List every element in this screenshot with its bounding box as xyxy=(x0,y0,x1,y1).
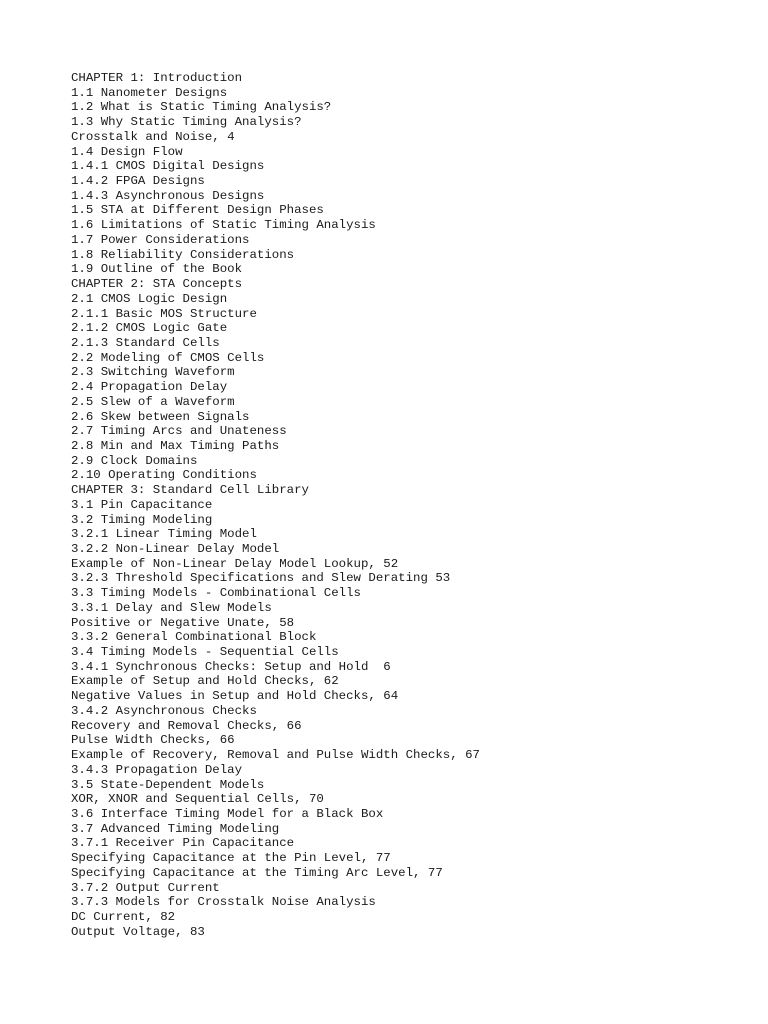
toc-line: Pulse Width Checks, 66 xyxy=(71,733,235,748)
toc-line: 3.1 Pin Capacitance xyxy=(71,497,213,512)
toc-line: 2.4 Propagation Delay xyxy=(71,380,228,395)
toc-line: 3.7 Advanced Timing Modeling xyxy=(71,821,280,836)
toc-line: 3.5 State-Dependent Models xyxy=(71,777,265,792)
toc-line: Specifying Capacitance at the Timing Arc Level, 77 xyxy=(71,865,443,880)
toc-line: 1.1 Nanometer Designs xyxy=(71,85,228,100)
toc-line: 3.2.1 Linear Timing Model xyxy=(71,527,257,542)
toc-line: 3.7.2 Output Current xyxy=(71,880,220,895)
toc-line: 2.8 Min and Max Timing Paths xyxy=(71,438,280,453)
toc-line: 3.2 Timing Modeling xyxy=(71,512,213,527)
toc-line: 3.6 Interface Timing Model for a Black Box xyxy=(71,806,384,821)
toc-line: 1.8 Reliability Considerations xyxy=(71,247,295,262)
toc-line: Recovery and Removal Checks, 66 xyxy=(71,718,302,733)
toc-line: 3.7.1 Receiver Pin Capacitance xyxy=(71,836,295,851)
toc-line: Specifying Capacitance at the Pin Level, 77 xyxy=(71,851,391,866)
toc-line: Crosstalk and Noise, 4 xyxy=(71,129,235,144)
toc-line: 2.2 Modeling of CMOS Cells xyxy=(71,350,265,365)
toc-line: 3.3.1 Delay and Slew Models xyxy=(71,600,272,615)
toc-line: Example of Setup and Hold Checks, 62 xyxy=(71,674,339,689)
toc-line: 2.7 Timing Arcs and Unateness xyxy=(71,424,287,439)
toc-line: 2.1.3 Standard Cells xyxy=(71,335,220,350)
toc-line: 1.5 STA at Different Design Phases xyxy=(71,203,324,218)
toc-line: CHAPTER 3: Standard Cell Library xyxy=(71,483,309,498)
toc-line: 3.2.2 Non-Linear Delay Model xyxy=(71,542,280,556)
toc-line: Positive or Negative Unate, 58 xyxy=(71,615,295,630)
table-of-contents xyxy=(71,71,751,939)
toc-line: Output Voltage, 83 xyxy=(71,924,205,939)
toc-line: 3.3.2 General Combinational Block xyxy=(71,630,317,645)
toc-line: 1.4.3 Asynchronous Designs xyxy=(71,188,265,203)
toc-line: 1.9 Outline of the Book xyxy=(71,262,243,277)
toc-line: 3.3 Timing Models - Combinational Cells xyxy=(71,586,361,601)
toc-line: Negative Values in Setup and Hold Checks, 64 xyxy=(71,689,399,704)
toc-line: 3.4.2 Asynchronous Checks xyxy=(71,703,257,718)
toc-line: 1.7 Power Considerations xyxy=(71,232,250,247)
toc-line: 1.6 Limitations of Static Timing Analysis xyxy=(71,218,376,233)
toc-line: 3.7.3 Models for Crosstalk Noise Analysis xyxy=(71,895,376,910)
toc-line: 3.4.3 Propagation Delay xyxy=(71,762,243,777)
toc-line: 2.1 CMOS Logic Design xyxy=(71,291,228,306)
toc-line: 2.1.2 CMOS Logic Gate xyxy=(71,321,228,336)
toc-line: XOR, XNOR and Sequential Cells, 70 xyxy=(71,792,324,807)
toc-line: 1.3 Why Static Timing Analysis? xyxy=(71,115,302,130)
toc-line: CHAPTER 2: STA Concepts xyxy=(71,277,243,292)
toc-line: 1.4.1 CMOS Digital Designs xyxy=(71,159,265,174)
toc-line: DC Current, 82 xyxy=(71,909,176,924)
toc-line: 2.9 Clock Domains xyxy=(71,453,198,468)
toc-line: Example of Recovery, Removal and Pulse Width Checks, 67 xyxy=(71,748,480,763)
toc-line: 2.1.1 Basic MOS Structure xyxy=(71,306,257,321)
toc-line: 1.4 Design Flow xyxy=(71,144,183,159)
toc-line: Example of Non-Linear Delay Model Lookup, 52 xyxy=(71,556,399,571)
toc-line: 2.3 Switching Waveform xyxy=(71,365,235,380)
toc-line: 1.2 What is Static Timing Analysis? xyxy=(71,100,332,115)
toc-line: 3.2.3 Threshold Specifications and Slew Derating 53 xyxy=(71,571,451,586)
toc-line: CHAPTER 1: Introduction xyxy=(71,71,243,85)
toc-line: 2.6 Skew between Signals xyxy=(71,409,250,424)
toc-line: 3.4.1 Synchronous Checks: Setup and Hold 6 xyxy=(71,659,391,674)
toc-line: 1.4.2 FPGA Designs xyxy=(71,174,205,189)
toc-line: 2.5 Slew of a Waveform xyxy=(71,394,235,409)
toc-line: 3.4 Timing Models - Sequential Cells xyxy=(71,645,339,660)
toc-line: 2.10 Operating Conditions xyxy=(71,468,257,483)
